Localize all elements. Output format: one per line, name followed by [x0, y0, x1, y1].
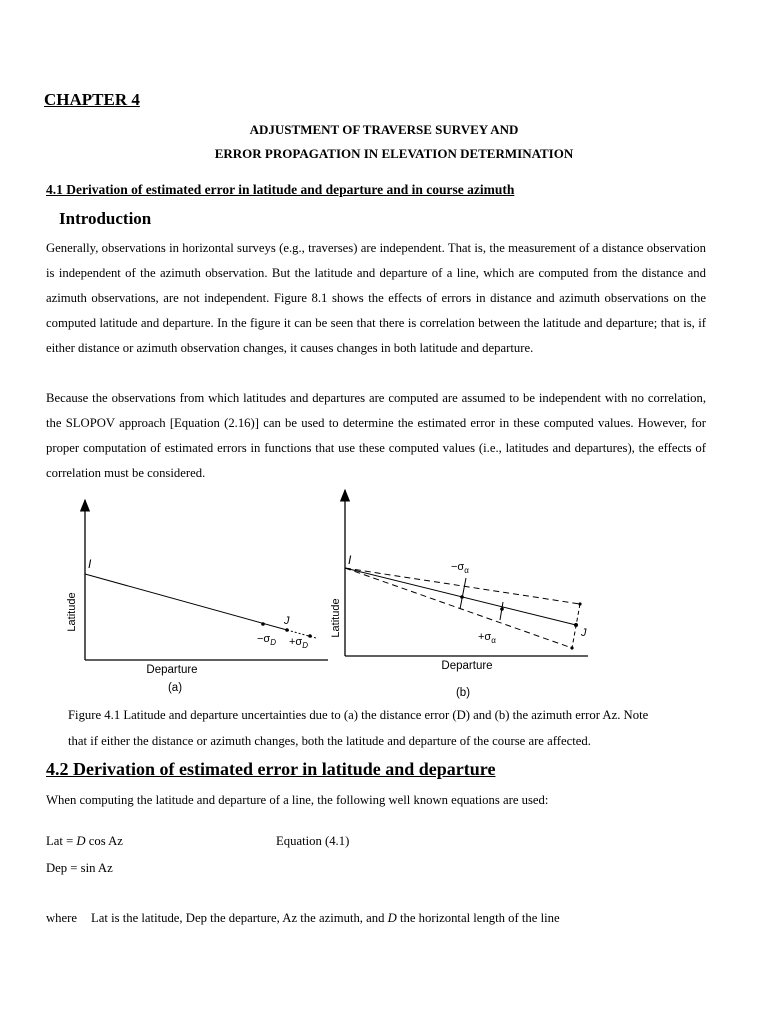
plus-sigma-d-label: $+\sigma_D$	[289, 636, 308, 650]
inner-tick	[500, 602, 503, 620]
panel-b-label: (b)	[455, 687, 471, 699]
figure-panel-a	[66, 500, 328, 694]
course-line	[85, 574, 287, 630]
equation-latitude: Lat = D cos Az	[46, 834, 123, 848]
arc-inner	[460, 578, 466, 609]
figure-caption-line-1: Figure 4.1 Latitude and departure uncertainties due to (a) the distance error (D) and (b) the azimuth error Az. Note	[68, 708, 649, 722]
latitude-axis-label: Latitude	[330, 598, 342, 638]
plus-sigma-alpha-label: $+\sigma_\alpha$	[478, 631, 496, 645]
section-4-1-heading: 4.1 Derivation of estimated error in latitude and departure and in course azimuth	[46, 182, 515, 197]
introduction-heading: Introduction	[59, 209, 152, 228]
latitude-axis-label: Latitude	[66, 592, 78, 632]
panel-a-label: (a)	[167, 682, 183, 694]
equation-departure: Dep = sin Az	[46, 861, 113, 875]
minus-sigma-alpha-label: $-\sigma_\alpha$	[451, 561, 469, 575]
section-4-2-heading: 4.2 Derivation of estimated error in latitude and departure	[46, 759, 496, 779]
departure-axis-label: Departure	[441, 660, 493, 672]
point-i-label: I	[88, 557, 92, 571]
point-i-label: I	[348, 553, 352, 567]
departure-axis-label: Departure	[146, 664, 198, 676]
chapter-title-line-2: ERROR PROPAGATION IN ELEVATION DETERMINATION	[214, 146, 574, 161]
intro-sentence: When computing the latitude and departure of a line, the following well known equations are used:	[46, 793, 549, 807]
paragraph-1: Generally, observations in horizontal surveys (e.g., traverses) are independent. That is, the measurement of a distance observation is independent of the azimuth observation. But the latitude and departure of a line, which are computed from the distance and azimuth observations, are not independent. Figure 8.1 shows the effects of errors in distance and azimuth observations on the computed latitude and departure. In the figure it can be seen that there is correlation between the latitude and departure; that is, if either distance or azimuth observation changes, it causes changes in both latitude and departure.	[46, 241, 706, 355]
point-j-label: J	[581, 627, 587, 639]
figure-panel-b	[330, 490, 588, 699]
point-j-label: J	[284, 615, 290, 627]
azimuth-error-plus-line	[345, 568, 572, 648]
figure-4-1	[0, 480, 768, 704]
where-definitions: where Lat is the latitude, Dep the departure, Az the azimuth, and D the horizontal length of the line	[46, 911, 560, 925]
chapter-heading: CHAPTER 4	[44, 90, 140, 109]
equation-label: Equation (4.1)	[276, 834, 350, 848]
minus-sigma-d-label: $-\sigma_D$	[257, 633, 276, 647]
paragraph-2: Because the observations from which latitudes and departures are computed are assumed to be independent with no correlation, the SLOPOV approach [Equation (2.16)] can be used to determine the estimated error in these computed values. However, for proper computation of estimated errors in functions that use these computed values (i.e., latitudes and departures), the effects of correlation must be considered.	[46, 391, 706, 480]
chapter-title-line-1: ADJUSTMENT OF TRAVERSE SURVEY AND	[249, 122, 519, 137]
figure-caption-line-2: that if either the distance or azimuth changes, both the latitude and departure of the course are affected.	[68, 734, 591, 748]
